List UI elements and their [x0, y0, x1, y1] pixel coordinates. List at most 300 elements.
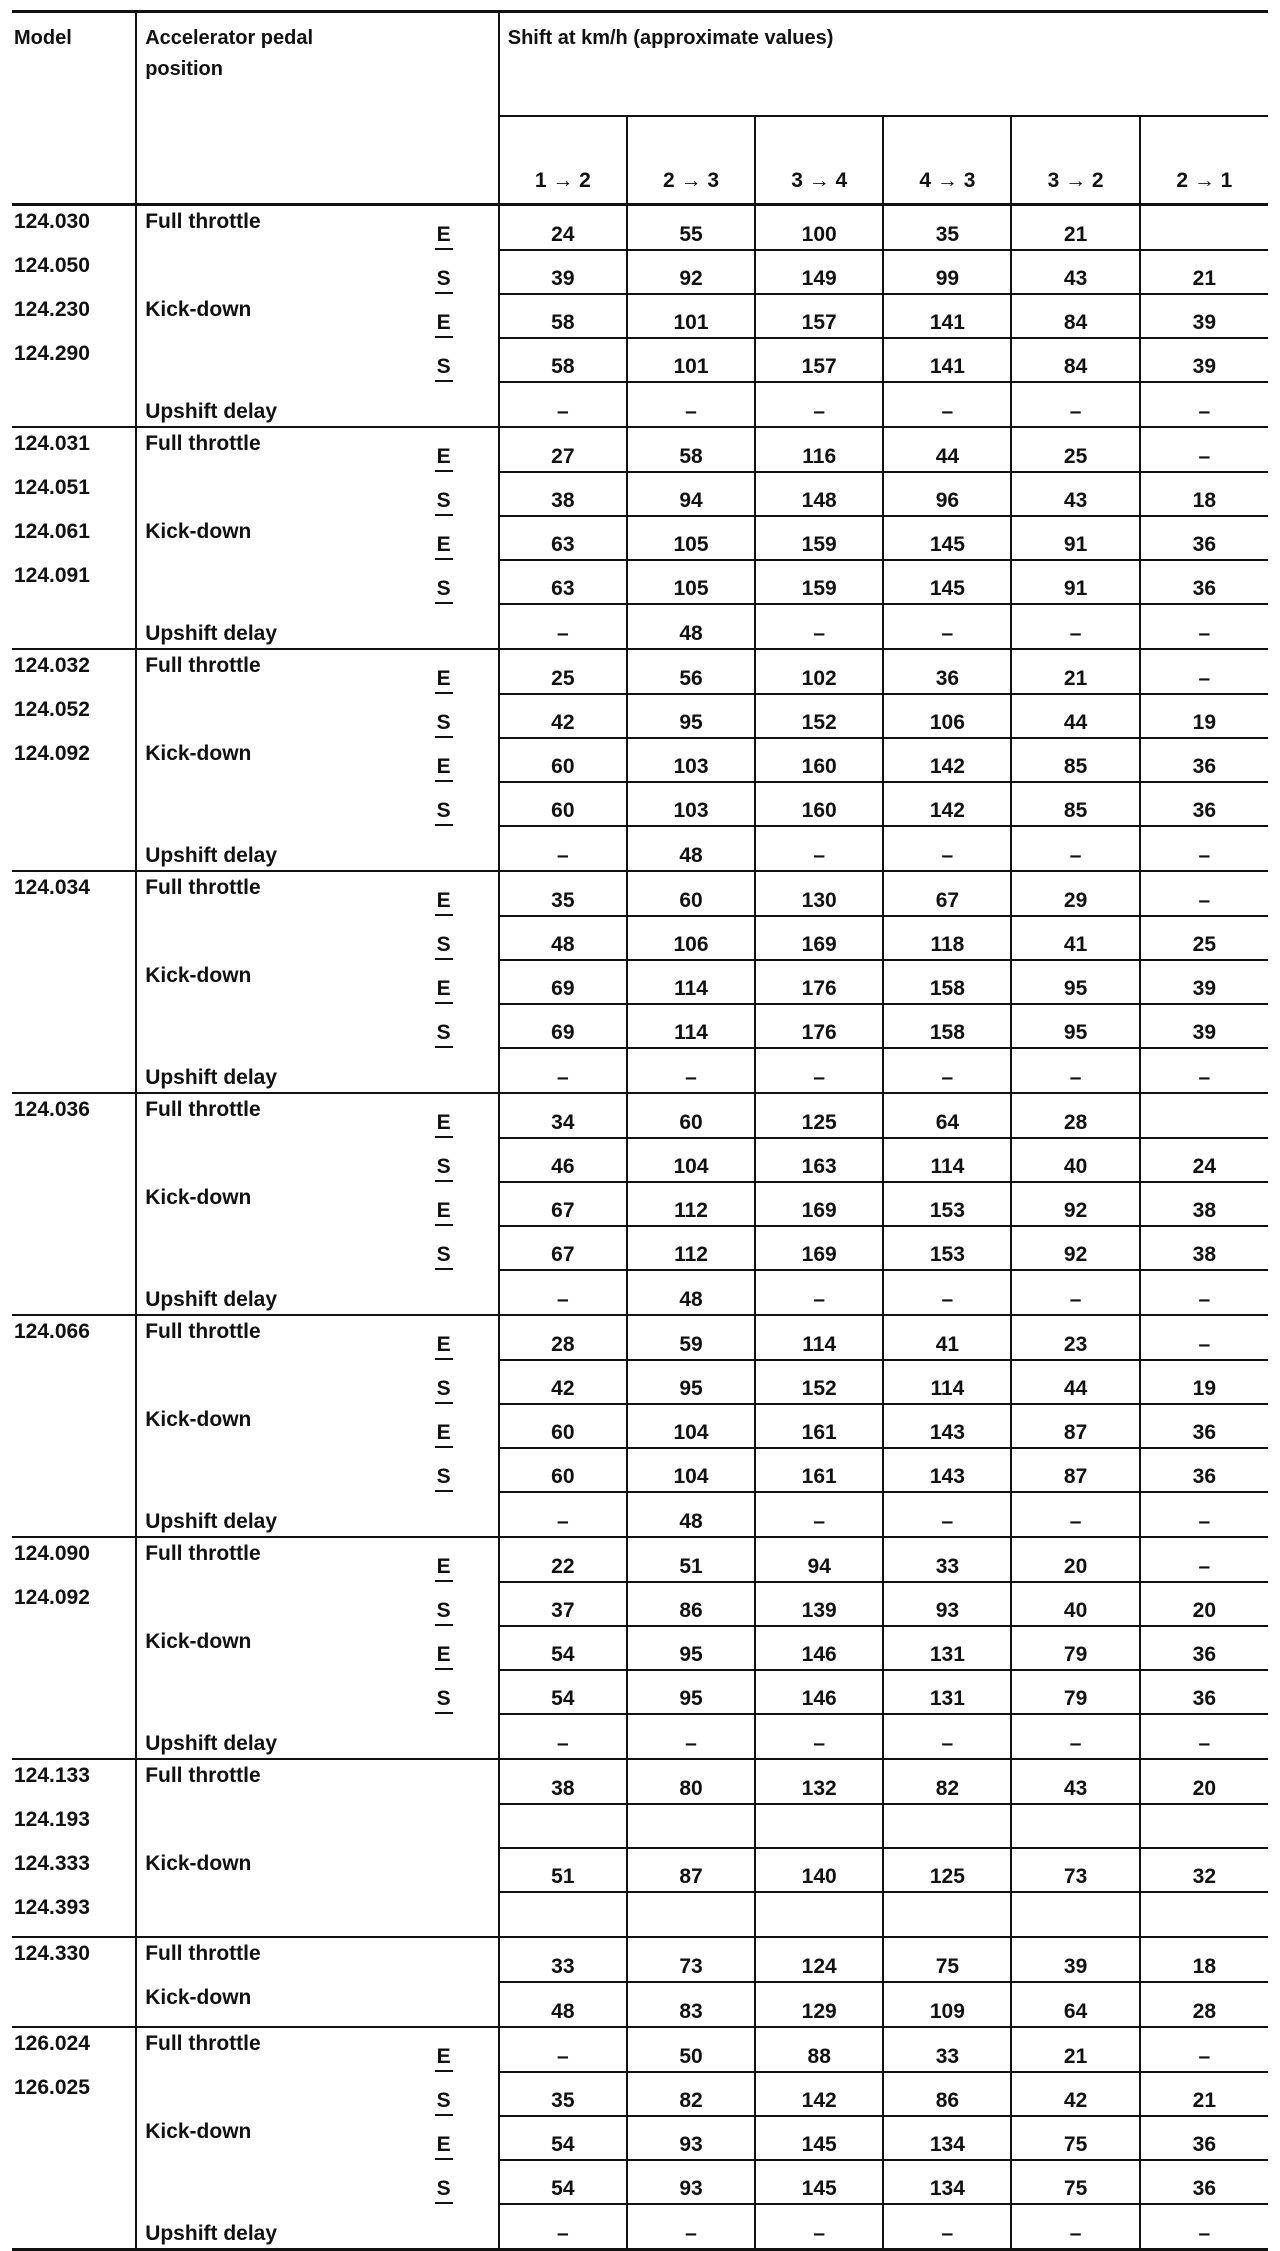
model-number: [12, 2116, 136, 2160]
shift-speed-value: 58: [499, 338, 627, 382]
program-mode-cell: [419, 1582, 499, 1626]
program-mode-cell: [419, 1848, 499, 1892]
shift-speed-value: 28: [1140, 1982, 1268, 2027]
shift-speed-value: 27: [499, 427, 627, 472]
shift-speed-value: 99: [883, 250, 1011, 294]
program-mode: S: [435, 932, 453, 960]
shift-speed-value: 92: [627, 250, 755, 294]
table-row: [12, 649, 1268, 694]
pedal-position-label: Full throttle: [136, 871, 418, 916]
program-mode: E: [435, 1642, 453, 1670]
shift-speed-value: –: [755, 826, 883, 871]
pedal-position-label: Upshift delay: [136, 1492, 499, 1537]
shift-speed-value: 112: [627, 1226, 755, 1270]
program-mode-cell: [419, 516, 499, 560]
shift-speed-value: [755, 1804, 883, 1848]
program-mode-cell: [419, 205, 499, 251]
table-row: [12, 1582, 1268, 1626]
pedal-position-label: Full throttle: [136, 1759, 418, 1804]
shift-speed-value: –: [755, 1270, 883, 1315]
model-number: 124.061: [14, 520, 90, 543]
shift-speed-value: 140: [755, 1848, 883, 1892]
shift-speed-value: 39: [1011, 1937, 1139, 1982]
pedal-position-label: [136, 1892, 418, 1937]
header-gear-2-1: 2 → 1: [1140, 116, 1268, 205]
program-mode-cell: [419, 250, 499, 294]
pedal-position-label: Full throttle: [136, 427, 418, 472]
shift-speed-value: 100: [755, 205, 883, 251]
program-mode: E: [435, 222, 453, 250]
shift-speed-value: –: [755, 2204, 883, 2250]
shift-speed-value: –: [499, 382, 627, 427]
program-mode: E: [435, 1110, 453, 1138]
shift-speed-value: –: [1140, 427, 1268, 472]
shift-speed-value: 104: [627, 1138, 755, 1182]
shift-speed-value: 157: [755, 338, 883, 382]
pedal-position-label: [136, 560, 418, 604]
program-mode-cell: [419, 738, 499, 782]
shift-speed-value: –: [1011, 2204, 1139, 2250]
shift-speed-value: 176: [755, 960, 883, 1004]
model-number: 124.330: [12, 1937, 136, 1982]
program-mode-cell: [419, 1804, 499, 1848]
program-mode-cell: [419, 1360, 499, 1404]
program-mode: E: [435, 666, 453, 694]
model-number: [12, 782, 136, 826]
pedal-position-label: Full throttle: [136, 1537, 418, 1582]
shift-speed-value: 114: [627, 960, 755, 1004]
model-number: [12, 960, 136, 1004]
header-gear-3-2: 3 → 2: [1011, 116, 1139, 205]
shift-speed-value: 159: [755, 516, 883, 560]
model-number: [12, 1626, 136, 1670]
program-mode: S: [435, 266, 453, 294]
program-mode: S: [435, 1464, 453, 1492]
shift-speed-value: 22: [499, 1537, 627, 1582]
shift-speed-value: 95: [627, 1670, 755, 1714]
shift-speed-value: –: [627, 382, 755, 427]
shift-speed-value: 41: [883, 1315, 1011, 1360]
pedal-position-label: Full throttle: [136, 1937, 418, 1982]
table-row: [12, 516, 1268, 560]
shift-speed-value: 114: [883, 1360, 1011, 1404]
table-row: [12, 560, 1268, 604]
program-mode-cell: [419, 1004, 499, 1048]
model-number: [12, 1004, 136, 1048]
shift-speed-value: 21: [1140, 2072, 1268, 2116]
program-mode: E: [435, 2132, 453, 2160]
shift-speed-value: –: [1140, 826, 1268, 871]
shift-speed-value: –: [883, 1270, 1011, 1315]
shift-speed-value: 33: [883, 2027, 1011, 2072]
shift-speed-value: 169: [755, 916, 883, 960]
shift-speed-value: 54: [499, 1626, 627, 1670]
shift-speed-value: 130: [755, 871, 883, 916]
table-row: [12, 1048, 1268, 1093]
shift-speed-value: 38: [499, 472, 627, 516]
pedal-position-label: Kick-down: [136, 1182, 418, 1226]
shift-speed-value: –: [1140, 604, 1268, 649]
shift-speed-value: 129: [755, 1982, 883, 2027]
shift-speed-value: 36: [1140, 1448, 1268, 1492]
shift-speed-value: 145: [883, 560, 1011, 604]
shift-speed-value: 79: [1011, 1626, 1139, 1670]
table-row: [12, 1138, 1268, 1182]
shift-speed-value: 84: [1011, 294, 1139, 338]
program-mode-cell: [419, 782, 499, 826]
pedal-position-label: [136, 1004, 418, 1048]
model-number: [12, 1360, 136, 1404]
shift-speed-value: 39: [1140, 960, 1268, 1004]
model-number: [12, 2204, 136, 2250]
shift-speed-value: –: [883, 826, 1011, 871]
shift-speed-value: 60: [499, 782, 627, 826]
pedal-position-label: Full throttle: [136, 205, 418, 251]
table-row: [12, 694, 1268, 738]
table-row: [12, 1759, 1268, 1804]
table-body: [12, 205, 1268, 2250]
shift-speed-value: –: [755, 604, 883, 649]
pedal-position-label: Upshift delay: [136, 826, 499, 871]
shift-speed-value: 43: [1011, 1759, 1139, 1804]
pedal-position-label: [136, 2160, 418, 2204]
shift-speed-value: 51: [499, 1848, 627, 1892]
table-row: [12, 1182, 1268, 1226]
program-mode-cell: [419, 1626, 499, 1670]
pedal-position-label: [136, 250, 418, 294]
shift-speed-value: 36: [1140, 1670, 1268, 1714]
shift-speed-value: 56: [627, 649, 755, 694]
program-mode: S: [435, 798, 453, 826]
shift-speed-value: 69: [499, 960, 627, 1004]
pedal-position-label: [136, 916, 418, 960]
shift-speed-value: –: [499, 1048, 627, 1093]
shift-speed-value: 44: [1011, 1360, 1139, 1404]
table-row: [12, 1937, 1268, 1982]
shift-speed-value: –: [883, 1048, 1011, 1093]
program-mode: S: [435, 2176, 453, 2204]
table-row: [12, 1004, 1268, 1048]
shift-speed-value: 36: [1140, 516, 1268, 560]
shift-speed-value: 25: [1011, 427, 1139, 472]
header-shift-speed: Shift at km/h (approximate values): [499, 12, 1268, 117]
shift-speed-value: 176: [755, 1004, 883, 1048]
table-row: [12, 604, 1268, 649]
shift-speed-value: 64: [1011, 1982, 1139, 2027]
shift-speed-value: 58: [627, 427, 755, 472]
pedal-position-label: [136, 694, 418, 738]
shift-speed-value: 54: [499, 2160, 627, 2204]
shift-speed-value: –: [499, 1492, 627, 1537]
shift-speed-value: –: [1140, 871, 1268, 916]
shift-speed-value: 55: [627, 205, 755, 251]
model-number: [12, 382, 136, 427]
shift-speed-value: 60: [499, 738, 627, 782]
model-number: [12, 916, 136, 960]
shift-speed-value: 75: [883, 1937, 1011, 1982]
shift-speed-value: 114: [627, 1004, 755, 1048]
shift-speed-value: 28: [1011, 1093, 1139, 1138]
shift-speed-value: 116: [755, 427, 883, 472]
shift-speed-value: 60: [627, 1093, 755, 1138]
shift-speed-value: –: [499, 826, 627, 871]
shift-speed-value: 21: [1140, 250, 1268, 294]
shift-speed-value: 20: [1140, 1759, 1268, 1804]
shift-speed-value: 85: [1011, 782, 1139, 826]
shift-speed-value: 93: [627, 2116, 755, 2160]
shift-speed-value: [883, 1804, 1011, 1848]
shift-speed-value: 106: [627, 916, 755, 960]
shift-speed-value: 59: [627, 1315, 755, 1360]
program-mode: E: [435, 1198, 453, 1226]
shift-speed-value: –: [1011, 382, 1139, 427]
program-mode-cell: [419, 694, 499, 738]
model-number: [12, 1226, 136, 1270]
shift-speed-value: –: [755, 382, 883, 427]
shift-speed-value: 21: [1011, 649, 1139, 694]
model-number: 124.051: [14, 476, 90, 499]
shift-speed-value: 36: [1140, 782, 1268, 826]
shift-speed-value: 33: [499, 1937, 627, 1982]
shift-speed-value: 73: [627, 1937, 755, 1982]
shift-speed-value: 36: [1140, 2160, 1268, 2204]
shift-speed-value: 95: [627, 1360, 755, 1404]
shift-speed-value: 152: [755, 1360, 883, 1404]
table-row: [12, 2072, 1268, 2116]
program-mode-cell: [419, 427, 499, 472]
shift-speed-value: 60: [499, 1448, 627, 1492]
shift-speed-value: 169: [755, 1182, 883, 1226]
shift-speed-value: 54: [499, 1670, 627, 1714]
model-number: 124.034: [12, 871, 136, 916]
shift-speed-value: 36: [883, 649, 1011, 694]
program-mode-cell: [419, 1892, 499, 1937]
table-row: [12, 427, 1268, 472]
program-mode: S: [435, 2088, 453, 2116]
program-mode-cell: [419, 338, 499, 382]
shift-speed-value: 94: [755, 1537, 883, 1582]
shift-speed-value: 39: [1140, 294, 1268, 338]
model-number: [12, 604, 136, 649]
model-number: 124.090: [12, 1537, 136, 1582]
model-number: 124.031: [12, 427, 136, 472]
shift-speed-value: 36: [1140, 560, 1268, 604]
program-mode: E: [435, 310, 453, 338]
shift-speed-value: 142: [883, 782, 1011, 826]
shift-speed-value: 143: [883, 1448, 1011, 1492]
shift-speed-value: –: [627, 1714, 755, 1759]
table-row: [12, 1892, 1268, 1937]
shift-speed-value: 60: [627, 871, 755, 916]
pedal-position-label: Kick-down: [136, 1626, 418, 1670]
shift-speed-value: 124: [755, 1937, 883, 1982]
shift-speed-value: 95: [627, 694, 755, 738]
shift-speed-value: 36: [1140, 1404, 1268, 1448]
shift-speed-value: 36: [1140, 2116, 1268, 2160]
model-number: 124.092: [14, 1586, 90, 1609]
shift-speed-value: 139: [755, 1582, 883, 1626]
table-row: [12, 1626, 1268, 1670]
shift-speed-value: 106: [883, 694, 1011, 738]
shift-speed-value: 134: [883, 2116, 1011, 2160]
model-number: [12, 2160, 136, 2204]
shift-speed-value: 141: [883, 294, 1011, 338]
shift-speed-value: –: [1140, 1270, 1268, 1315]
program-mode-cell: [419, 472, 499, 516]
program-mode: S: [435, 1242, 453, 1270]
shift-speed-value: 146: [755, 1670, 883, 1714]
pedal-position-label: Upshift delay: [136, 1714, 499, 1759]
program-mode-cell: [419, 2072, 499, 2116]
pedal-position-label: Kick-down: [136, 516, 418, 560]
program-mode-cell: [419, 1093, 499, 1138]
shift-speed-value: 35: [499, 2072, 627, 2116]
shift-speed-value: 51: [627, 1537, 755, 1582]
shift-speed-value: 105: [627, 516, 755, 560]
program-mode: S: [435, 488, 453, 516]
shift-speed-value: 73: [1011, 1848, 1139, 1892]
shift-speed-value: 85: [1011, 738, 1139, 782]
shift-speed-value: [883, 1892, 1011, 1937]
shift-speed-value: 36: [1140, 738, 1268, 782]
pedal-position-label: [136, 472, 418, 516]
shift-speed-value: 63: [499, 516, 627, 560]
shift-speed-value: 95: [1011, 960, 1139, 1004]
program-mode: S: [435, 1020, 453, 1048]
program-mode: E: [435, 754, 453, 782]
header-gear-1-2: 1 → 2: [499, 116, 627, 205]
shift-speed-value: 95: [1011, 1004, 1139, 1048]
shift-speed-value: 21: [1011, 205, 1139, 251]
shift-speed-value: 92: [1011, 1182, 1139, 1226]
shift-speed-value: 101: [627, 294, 755, 338]
table-row: [12, 338, 1268, 382]
table-row: [12, 960, 1268, 1004]
pedal-position-label: Kick-down: [136, 2116, 418, 2160]
model-number: [12, 1138, 136, 1182]
program-mode: E: [435, 532, 453, 560]
shift-speed-value: 75: [1011, 2160, 1139, 2204]
shift-speed-value: 32: [1140, 1848, 1268, 1892]
table-row: [12, 1848, 1268, 1892]
program-mode: S: [435, 1686, 453, 1714]
shift-speed-value: –: [1011, 1492, 1139, 1537]
program-mode-cell: [419, 1937, 499, 1982]
shift-speed-value: 69: [499, 1004, 627, 1048]
program-mode: S: [435, 354, 453, 382]
shift-speed-value: 92: [1011, 1226, 1139, 1270]
table-row: [12, 1714, 1268, 1759]
pedal-position-label: Upshift delay: [136, 2204, 499, 2250]
shift-speed-value: 19: [1140, 1360, 1268, 1404]
table-row: [12, 250, 1268, 294]
shift-speed-value: 42: [1011, 2072, 1139, 2116]
shift-speed-value: 143: [883, 1404, 1011, 1448]
model-number: 124.091: [14, 564, 90, 587]
model-number: 124.333: [14, 1852, 90, 1875]
shift-speed-value: 33: [883, 1537, 1011, 1582]
shift-speed-value: 25: [1140, 916, 1268, 960]
header-pedal-line2: position: [145, 58, 223, 80]
model-number: [12, 1492, 136, 1537]
pedal-position-label: Kick-down: [136, 1848, 418, 1892]
program-mode-cell: [419, 1138, 499, 1182]
shift-speed-value: –: [883, 1714, 1011, 1759]
shift-speed-value: 93: [627, 2160, 755, 2204]
header-gear-4-3: 4 → 3: [883, 116, 1011, 205]
model-number: 124.066: [12, 1315, 136, 1360]
table-row: [12, 1093, 1268, 1138]
shift-speed-value: 48: [499, 1982, 627, 2027]
shift-speed-value: 91: [1011, 560, 1139, 604]
model-number: [12, 1670, 136, 1714]
pedal-position-label: [136, 1226, 418, 1270]
shift-speed-value: 40: [1011, 1138, 1139, 1182]
shift-speed-value: 142: [883, 738, 1011, 782]
table-row: [12, 1270, 1268, 1315]
header-pedal-position: [136, 12, 499, 205]
shift-speed-value: 83: [627, 1982, 755, 2027]
shift-speed-value: [627, 1892, 755, 1937]
shift-speed-value: 149: [755, 250, 883, 294]
pedal-position-label: Upshift delay: [136, 604, 499, 649]
program-mode: S: [435, 710, 453, 738]
shift-speed-value: –: [883, 1492, 1011, 1537]
shift-speed-value: 158: [883, 960, 1011, 1004]
shift-speed-value: 95: [627, 1626, 755, 1670]
shift-speed-value: 20: [1011, 1537, 1139, 1582]
program-mode: E: [435, 976, 453, 1004]
model-number: 126.025: [14, 2076, 90, 2099]
model-number: [12, 1982, 136, 2027]
program-mode-cell: [419, 1537, 499, 1582]
model-number: [12, 1182, 136, 1226]
shift-speed-value: –: [1011, 1048, 1139, 1093]
shift-speed-value: 114: [883, 1138, 1011, 1182]
shift-speed-value: 109: [883, 1982, 1011, 2027]
shift-speed-value: 48: [627, 1492, 755, 1537]
shift-speed-value: –: [499, 1714, 627, 1759]
model-number: 124.193: [14, 1808, 90, 1831]
program-mode-cell: [419, 871, 499, 916]
shift-speed-value: –: [627, 2204, 755, 2250]
pedal-position-label: Upshift delay: [136, 1270, 499, 1315]
shift-speed-value: 39: [1140, 1004, 1268, 1048]
shift-speed-value: 152: [755, 694, 883, 738]
program-mode-cell: [419, 1226, 499, 1270]
header-pedal-line1: Accelerator pedal: [145, 27, 314, 49]
model-number: 124.036: [12, 1093, 136, 1138]
shift-speed-value: [1140, 1804, 1268, 1848]
pedal-position-label: Kick-down: [136, 294, 418, 338]
model-number: 124.050: [14, 254, 90, 277]
shift-speed-value: 43: [1011, 472, 1139, 516]
shift-speed-value: 131: [883, 1670, 1011, 1714]
shift-speed-value: –: [755, 1492, 883, 1537]
shift-speed-value: 125: [883, 1848, 1011, 1892]
shift-speed-value: –: [883, 382, 1011, 427]
program-mode: E: [435, 888, 453, 916]
program-mode-cell: [419, 1759, 499, 1804]
shift-speed-value: 131: [883, 1626, 1011, 1670]
program-mode-cell: [419, 960, 499, 1004]
program-mode-cell: [419, 560, 499, 604]
shift-speed-value: 21: [1011, 2027, 1139, 2072]
shift-speed-value: 84: [1011, 338, 1139, 382]
pedal-position-label: [136, 1448, 418, 1492]
table-row: [12, 2204, 1268, 2250]
program-mode-cell: [419, 649, 499, 694]
